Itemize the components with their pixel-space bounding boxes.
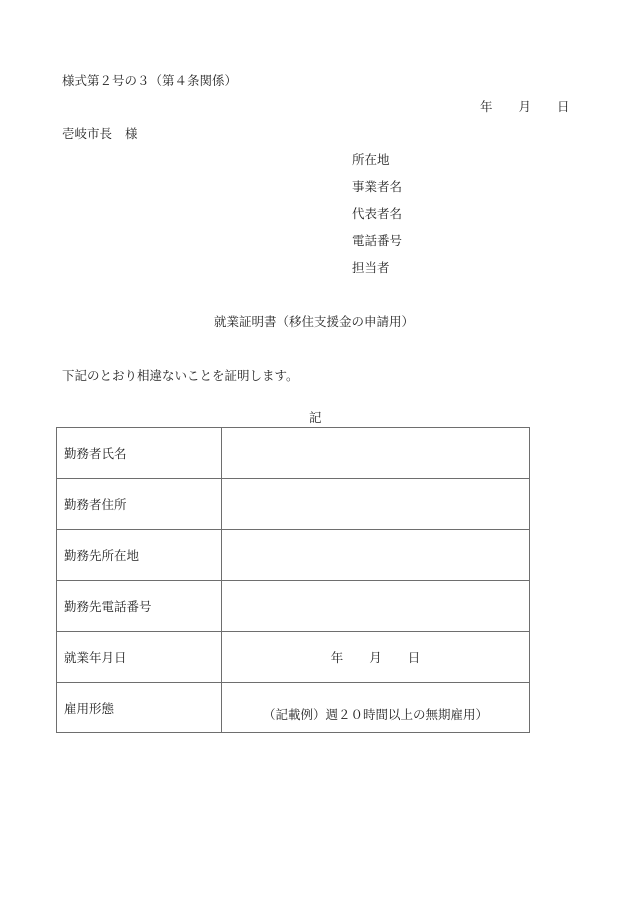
employment-month-label: 月 bbox=[369, 650, 382, 665]
sender-field-location: 所在地 bbox=[352, 152, 390, 167]
document-date bbox=[480, 101, 570, 114]
employment-day-label: 日 bbox=[407, 650, 421, 665]
date-year-label: 年 bbox=[480, 99, 493, 114]
workplace-location-field[interactable] bbox=[222, 530, 530, 581]
addressee-honorific: 様 bbox=[125, 126, 138, 141]
sender-field-representative: 代表者名 bbox=[352, 206, 403, 221]
table-row bbox=[57, 479, 530, 530]
sender-block bbox=[352, 154, 402, 289]
document-title: 就業証明書（移住支援金の申請用） bbox=[214, 314, 415, 329]
table-row bbox=[57, 581, 530, 632]
table-row bbox=[57, 530, 530, 581]
ki-heading: 記 bbox=[309, 410, 322, 425]
sender-field-phone: 電話番号 bbox=[352, 233, 403, 248]
row-label-worker-name: 勤務者氏名 bbox=[57, 428, 222, 479]
addressee-name: 壱岐市長 bbox=[62, 126, 113, 141]
row-label-workplace-location: 勤務先所在地 bbox=[57, 530, 222, 581]
employment-year-label: 年 bbox=[330, 650, 344, 665]
worker-address-field[interactable] bbox=[222, 479, 530, 530]
sender-field-contact-person: 担当者 bbox=[352, 260, 390, 275]
certificate-table bbox=[56, 427, 530, 733]
date-day-label: 日 bbox=[557, 99, 570, 114]
table-row bbox=[57, 632, 530, 683]
form-number: 様式第２号の３（第４条関係） bbox=[62, 73, 238, 88]
certification-statement: 下記のとおり相違ないことを証明します。 bbox=[62, 368, 299, 383]
addressee bbox=[62, 128, 138, 141]
row-label-employment-type: 雇用形態 bbox=[57, 683, 222, 733]
employment-type-field[interactable]: （記載例）週２０時間以上の無期雇用） bbox=[222, 683, 530, 733]
workplace-phone-field[interactable] bbox=[222, 581, 530, 632]
employment-date-field[interactable] bbox=[222, 632, 530, 683]
table-row bbox=[57, 683, 530, 733]
worker-name-field[interactable] bbox=[222, 428, 530, 479]
row-label-worker-address: 勤務者住所 bbox=[57, 479, 222, 530]
row-label-workplace-phone: 勤務先電話番号 bbox=[57, 581, 222, 632]
table-row bbox=[57, 428, 530, 479]
sender-field-business-name: 事業者名 bbox=[352, 179, 403, 194]
row-label-employment-date: 就業年月日 bbox=[57, 632, 222, 683]
date-month-label: 月 bbox=[518, 99, 532, 114]
